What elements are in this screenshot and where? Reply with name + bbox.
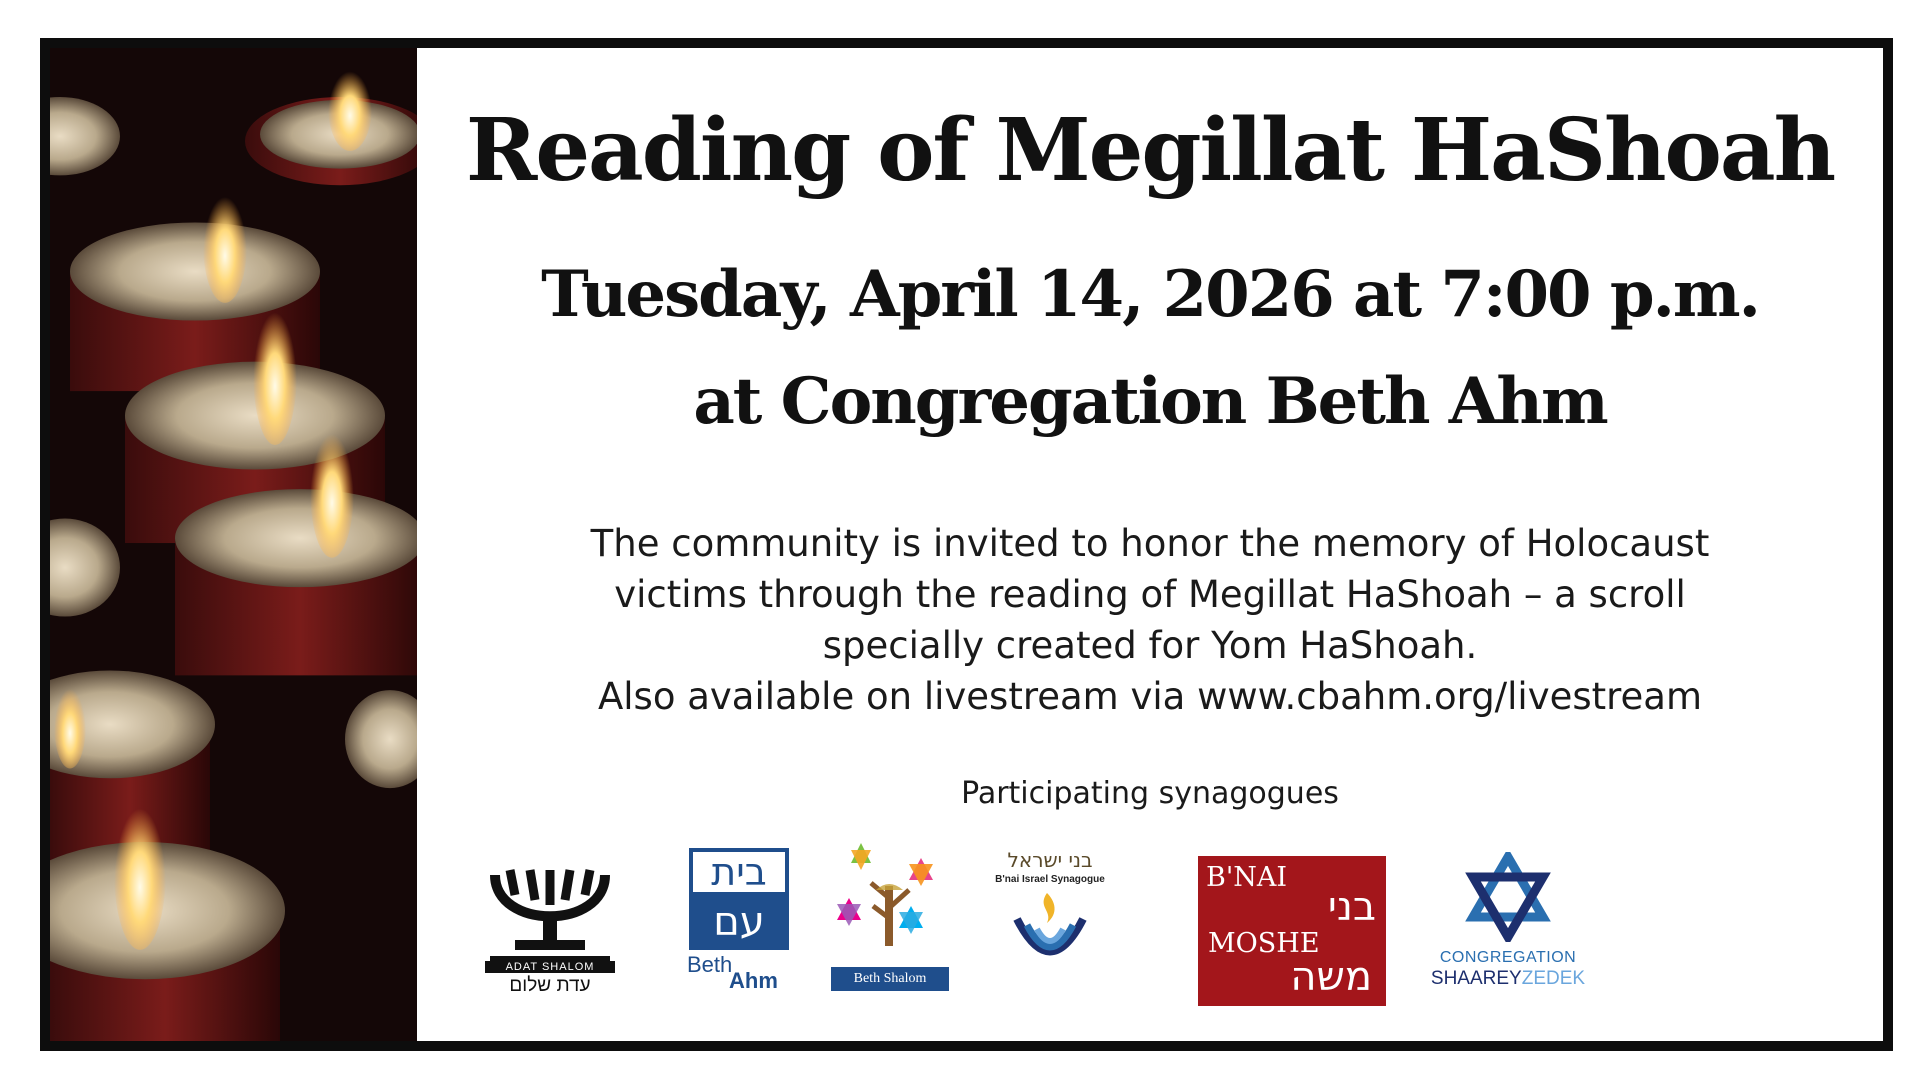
- bnai-moshe-hebrew-2: משה: [1290, 954, 1372, 1000]
- shaarey-zedek-logo: [1423, 852, 1593, 990]
- flame-wave-icon: [985, 889, 1115, 979]
- candles-image: [50, 48, 417, 1041]
- adat-shalom-hebrew: עדת שלום: [509, 975, 591, 996]
- description-line-livestream: Also available on livestream via www.cbahm.org/livestream: [597, 675, 1703, 718]
- bnai-moshe-badge: [1198, 856, 1386, 1006]
- flyer-content: [417, 48, 1883, 1041]
- description-line: The community is invited to honor the memory of Holocaust: [590, 522, 1710, 565]
- bnai-moshe-line-2: MOSHE: [1208, 928, 1320, 959]
- description-line: specially created for Yom HaShoah.: [822, 624, 1478, 667]
- beth-shalom-logo: [831, 838, 949, 991]
- event-datetime: Tuesday, April 14, 2026 at 7:00 p.m.: [541, 257, 1759, 332]
- zedek-word: ZEDEK: [1521, 968, 1586, 989]
- bnai-israel-logo: [985, 848, 1115, 984]
- event-title: Reading of Megillat HaShoah: [465, 100, 1835, 201]
- beth-ahm-hebrew-top: בית: [689, 848, 789, 896]
- beth-ahm-name-2: Ahm: [729, 968, 778, 993]
- event-flyer: [40, 38, 1893, 1051]
- beth-ahm-logo: [685, 848, 797, 993]
- event-description: [417, 518, 1883, 722]
- event-venue: at Congregation Beth Ahm: [693, 364, 1607, 439]
- synagogue-logos: [417, 848, 1883, 1028]
- beth-ahm-hebrew-bottom: עם: [689, 896, 789, 950]
- description-line: victims through the reading of Megillat HaShoah – a scroll: [614, 573, 1686, 616]
- adat-shalom-name: ADAT SHALOM: [485, 961, 615, 973]
- adat-shalom-logo: [485, 860, 615, 997]
- participating-heading: Participating synagogues: [961, 776, 1339, 811]
- beth-ahm-wordmark: [685, 950, 797, 993]
- beth-ahm-name-1: Beth: [687, 952, 733, 977]
- bnai-moshe-hebrew-1: בני: [1327, 884, 1376, 930]
- bnai-moshe-line-1: B'NAI: [1206, 862, 1288, 893]
- bnai-israel-name: B'nai Israel Synagogue: [995, 874, 1105, 885]
- star-of-david-icon: [1423, 852, 1593, 942]
- shaarey-word: SHAAREY: [1430, 968, 1522, 989]
- shaarey-zedek-line-1: CONGREGATION: [1439, 949, 1577, 966]
- shaarey-zedek-line-2: [1423, 968, 1593, 990]
- candles-photo: [50, 48, 417, 1041]
- tree-star-icon: [831, 838, 949, 964]
- bnai-moshe-logo: [1198, 856, 1388, 1006]
- menorah-icon: [485, 860, 615, 968]
- beth-shalom-name: Beth Shalom: [831, 967, 949, 991]
- bnai-israel-hebrew: בני ישראל: [1007, 848, 1093, 872]
